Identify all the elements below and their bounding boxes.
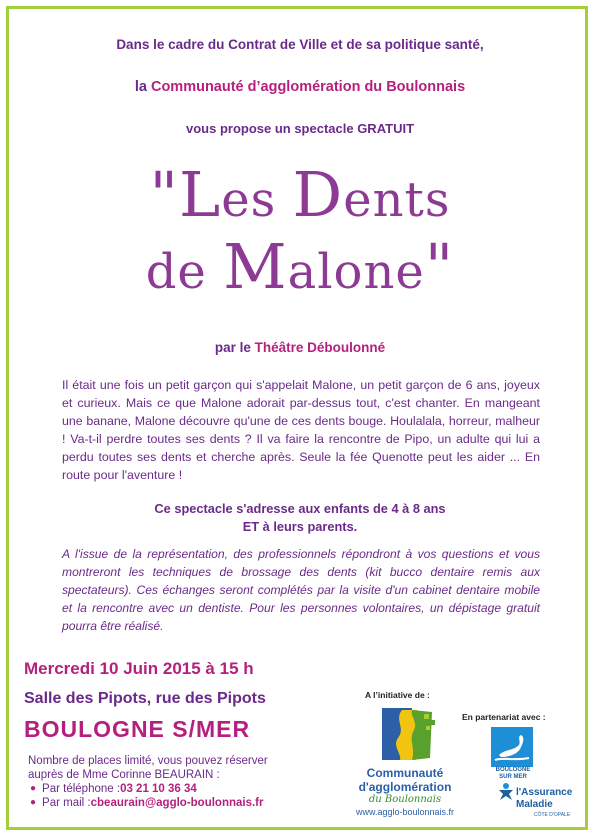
mail-link[interactable]: cbeaurain@agglo-boulonnais.fr bbox=[90, 797, 264, 809]
phone-label: Par téléphone : bbox=[42, 783, 121, 795]
contact-block bbox=[28, 754, 328, 810]
bsm-line-2: SUR MER bbox=[499, 774, 527, 780]
organizer-name: Communauté d’agglomération du Boulonnais bbox=[150, 79, 466, 95]
bsm-line-1: BOULOGNE bbox=[495, 767, 531, 773]
agglomeration-url[interactable]: www.agglo-boulonnais.fr bbox=[355, 807, 455, 817]
agglomeration-name-3: du Boulonnais bbox=[368, 794, 442, 805]
title-de: de bbox=[145, 244, 224, 300]
initiative-label: A l’initiative de : bbox=[365, 690, 430, 700]
boulogne-logo-icon bbox=[491, 727, 533, 767]
info-paragraph: A l'issue de la représentation, des professionnels répondront à vos questions et vous montreront les techniques de brossage des dents (kit bucco dentaire remis aux spectateurs). Ces échanges seront complétés par la visite d'un cabinet dentaire mobile et la rencontre avec un dentiste. Pour les personnes volontaires, un dépistage gratuit pourra être réalisé. bbox=[62, 547, 540, 633]
audience-line-2: ET à leurs parents. bbox=[242, 519, 358, 534]
agglomeration-name-2: d'agglomération bbox=[358, 780, 452, 794]
title-alone: alone bbox=[287, 244, 425, 300]
boulogne-logo-text bbox=[485, 767, 541, 781]
intro-line-2 bbox=[0, 79, 600, 95]
theatre-company: Théâtre Déboulonné bbox=[254, 340, 386, 355]
agglomeration-name-1: Communauté bbox=[366, 766, 444, 780]
phone-number[interactable]: 03 21 10 36 34 bbox=[120, 783, 197, 795]
story-paragraph: Il était une fois un petit garçon qui s'appelait Malone, un petit garçon de 6 ans, joyeux et curieux. Mais ce que Malone adorait par-dessus tout, c'est chanter. En mangeant une banane, Malone découvre qu'une de ces dents bouge. Houlalala, horreur, malheur ! Va-t-il perdre toutes ses dents ? Il va faire la rencontre de Pipo, un adulte qui lui a perdu toutes ses dents et cherche après. Seule la fée Quenotte peut les aider ... En route pour l'aventure ! bbox=[62, 378, 540, 482]
bullet-icon: ● bbox=[30, 783, 37, 794]
event-date: Mercredi 10 Juin 2015 à 15 h bbox=[24, 659, 254, 678]
assurance-name-3: CÔTE D'OPALE bbox=[534, 812, 571, 818]
audience-block bbox=[0, 500, 600, 536]
byline bbox=[0, 340, 600, 355]
intro-line-1: Dans le cadre du Contrat de Ville et de sa politique santé, bbox=[116, 37, 484, 52]
audience-line-1: Ce spectacle s'adresse aux enfants de 4 à 8 ans bbox=[154, 501, 446, 516]
contact-phone-row bbox=[28, 782, 328, 796]
title-cap-m: M bbox=[223, 230, 288, 303]
contact-line-2: auprès de Mme Corinne BEAURAIN : bbox=[28, 769, 220, 781]
agglomeration-logo-icon bbox=[372, 704, 442, 764]
partner-label: En partenariat avec : bbox=[462, 712, 546, 722]
show-title-line-2 bbox=[0, 232, 600, 307]
contact-mail-row bbox=[28, 796, 328, 810]
show-title-line-1 bbox=[0, 160, 600, 235]
assurance-name-1: l'Assurance bbox=[516, 787, 573, 798]
byline-prefix: par le bbox=[214, 340, 255, 355]
intro-line-3: vous propose un spectacle GRATUIT bbox=[185, 121, 415, 136]
title-ents: ents bbox=[343, 172, 451, 228]
event-venue: Salle des Pipots, rue des Pipots bbox=[24, 690, 266, 707]
mail-label: Par mail : bbox=[42, 797, 91, 809]
contact-line-1: Nombre de places limité, vous pouvez réserver bbox=[28, 755, 268, 767]
title-cap-d: D bbox=[292, 158, 344, 231]
bullet-icon: ● bbox=[30, 797, 37, 808]
title-es: es bbox=[221, 172, 293, 228]
intro-line-2-prefix: la bbox=[134, 79, 151, 95]
title-cap-l: L bbox=[179, 158, 222, 231]
event-city: BOULOGNE S/MER bbox=[24, 716, 251, 742]
title-quote-open: " bbox=[149, 158, 180, 231]
assurance-maladie-logo-icon bbox=[496, 782, 516, 800]
assurance-name-2: Maladie bbox=[516, 799, 553, 810]
title-quote-close: " bbox=[424, 230, 455, 303]
swan-icon bbox=[491, 727, 533, 767]
